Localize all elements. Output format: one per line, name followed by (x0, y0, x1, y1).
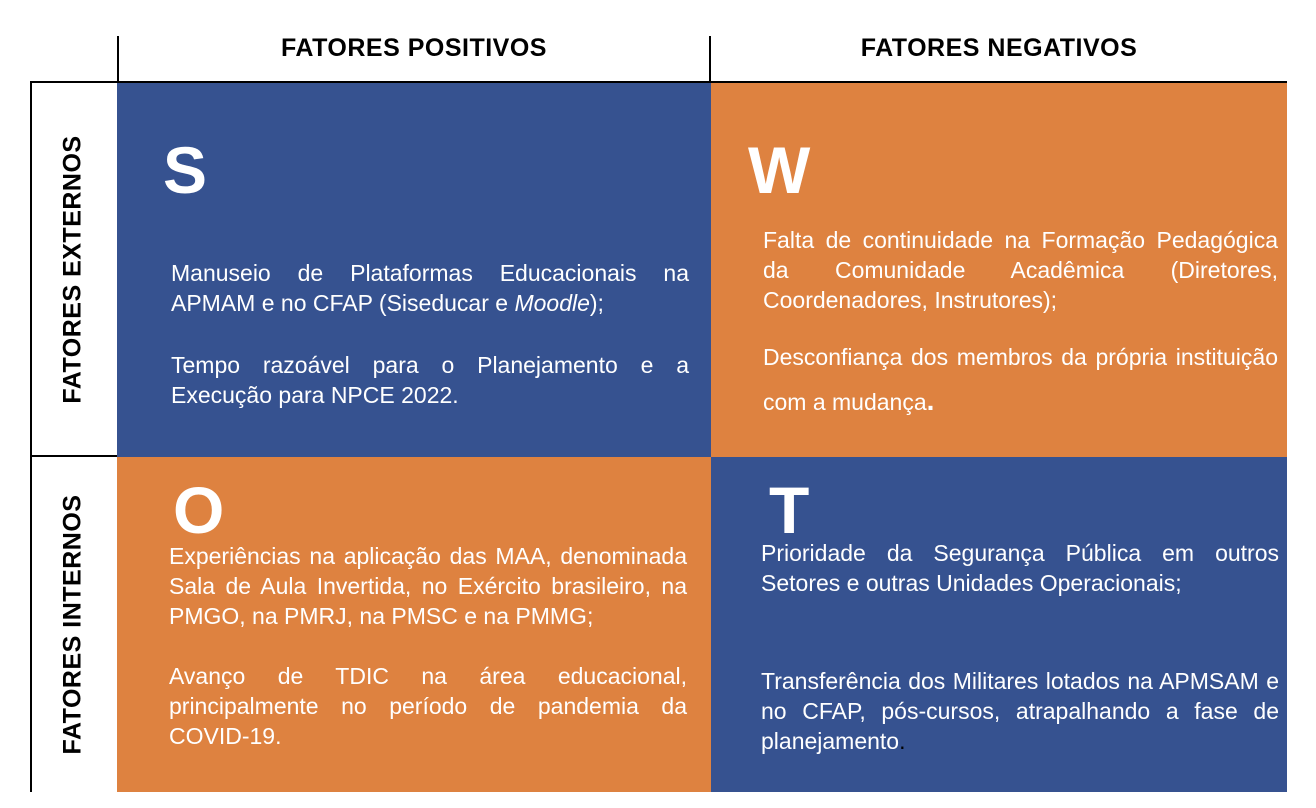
quadrant-opportunities (117, 457, 711, 792)
row-header-external (30, 83, 116, 456)
opportunity-item-1: Experiências na aplicação das MAA, denominada Sala de Aula Invertida, no Exército brasileiro, na PMGO, na PMRJ, na PMSC e na PMMG; (169, 543, 687, 629)
letter-s: S (163, 133, 208, 207)
letter-w: W (748, 133, 811, 207)
threat-item-2: Transferência dos Militares lotados na APMSAM e no CFAP, pós-cursos, atrapalhando a fase de planejamento. (761, 668, 1279, 754)
strength-item-2: Tempo razoável para o Planejamento e a Execução para NPCE 2022. (171, 352, 689, 408)
quadrant-threats (711, 457, 1287, 792)
row-header-internal-label: FATORES INTERNOS (58, 494, 87, 755)
grid-line-top-middle (709, 36, 711, 82)
weakness-item-1: Falta de continuidade na Formação Pedagógica da Comunidade Acadêmica (Diretores, Coordenadores, Instrutores); (763, 227, 1278, 313)
strengths-text (171, 258, 689, 410)
letter-o: O (173, 473, 225, 547)
strength-item-1: Manuseio de Plataformas Educacionais na APMAM e no CFAP (Siseducar e Moodle); (171, 260, 689, 316)
row-header-internal (30, 457, 116, 792)
weakness-item-2: Desconfiança dos membros da própria instituição com a mudança. (763, 344, 1278, 416)
header-negative: FATORES NEGATIVOS (860, 33, 1138, 62)
opportunities-text (169, 541, 687, 751)
weaknesses-text (763, 225, 1278, 424)
letter-t: T (769, 473, 810, 547)
row-header-external-label: FATORES EXTERNOS (58, 135, 87, 404)
header-positive: FATORES POSITIVOS (281, 33, 547, 62)
threats-text (761, 538, 1279, 756)
threat-item-1: Prioridade da Segurança Pública em outros Setores e outras Unidades Operacionais; (761, 540, 1279, 596)
grid-line-top-left (117, 36, 119, 82)
quadrant-strengths (117, 83, 711, 457)
opportunity-item-2: Avanço de TDIC na área educacional, principalmente no período de pandemia da COVID-19. (169, 663, 687, 749)
quadrant-weaknesses (711, 83, 1287, 457)
